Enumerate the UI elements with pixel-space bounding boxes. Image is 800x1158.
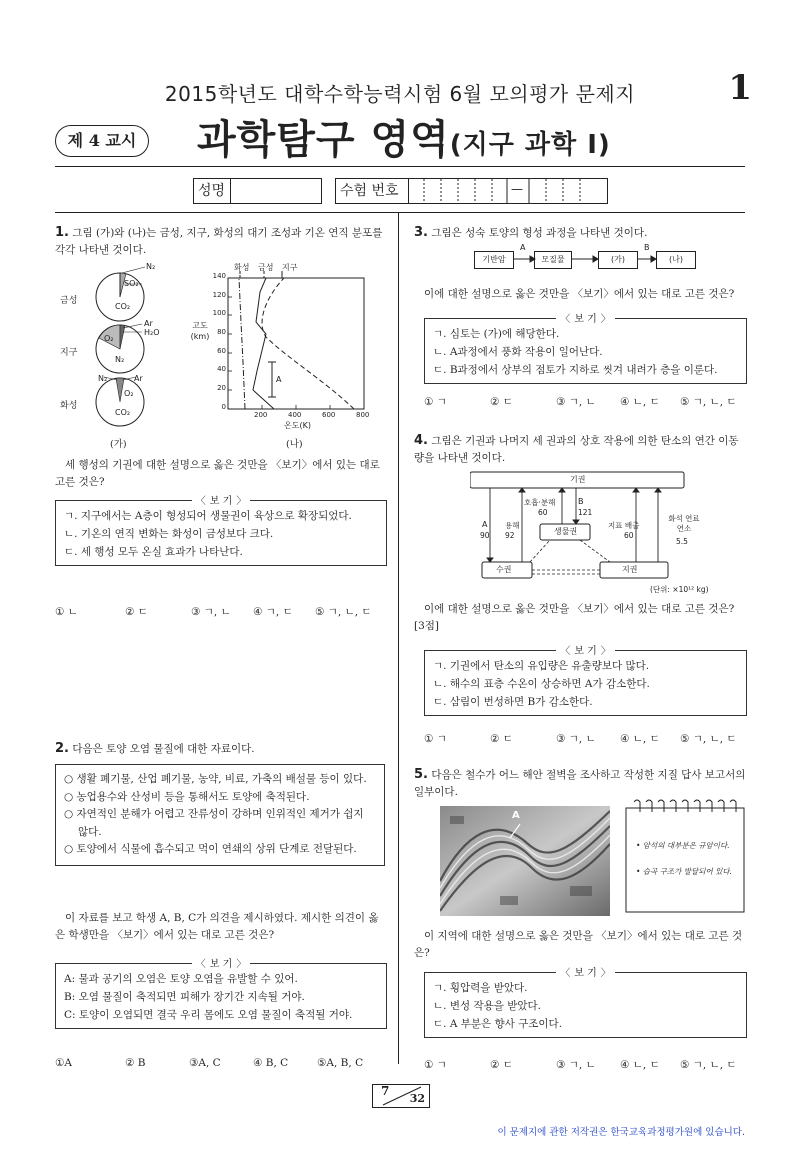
bogi-box: 〈 보 기 〉 ㄱ. 횡압력을 받았다. ㄴ. 변성 작용을 받았다. ㄷ. A 부분은 향사 구조이다.: [424, 972, 747, 1038]
name-field[interactable]: [229, 178, 322, 204]
bogi-label: 보 기: [206, 496, 237, 507]
section-rule: [55, 212, 745, 213]
legend-mars: 화성: [234, 263, 250, 272]
answer-choices: [55, 604, 395, 619]
question-prompt: 이 자료를 보고 학생 A, B, C가 의견을 제시하였다. 제시한 의견이 옳은 학생만을 〈보기〉에서 있는 대로 고른 것은?: [55, 912, 379, 941]
question-5: [414, 766, 746, 801]
header-rule: [55, 166, 745, 167]
q3-flow-arrows: [470, 244, 700, 274]
arrow-label-b: B: [644, 243, 650, 252]
note-item: • 암석의 대부분은 규암이다.: [636, 841, 730, 850]
page-indicator: [372, 1084, 430, 1108]
unit-label: (단위: ×10¹² kg): [650, 585, 709, 594]
mars-label-o2: O₂: [124, 389, 134, 398]
earth-label-o2: O₂: [104, 334, 114, 343]
bogi-item: ㄷ. B과정에서 상부의 점토가 지하로 씻겨 내려가 층을 이룬다.: [433, 364, 718, 376]
column-divider: [398, 212, 399, 1064]
y-ticks: [228, 278, 364, 409]
answer-choices: [424, 1057, 754, 1072]
y-tick: 0: [221, 403, 226, 411]
bogi-item: ㄴ. 기온의 연직 변화는 화성이 금성보다 크다.: [64, 528, 274, 540]
earth-label-ar: Ar: [144, 319, 153, 328]
y-tick: 100: [212, 309, 226, 317]
bogi-item: ㄷ. 세 행성 모두 온실 효과가 나타난다.: [64, 546, 243, 558]
value-dissolution: 92: [505, 531, 515, 540]
y-tick: 20: [217, 384, 226, 392]
current-page: 7: [381, 1084, 390, 1098]
period-badge: 제 4 교시: [55, 125, 149, 157]
venus-label-co2: CO₂: [115, 302, 131, 311]
choice-1[interactable]: ①A: [55, 1057, 73, 1069]
x-tick: 200: [254, 411, 268, 419]
choice-5[interactable]: ⑤A, B, C: [317, 1057, 364, 1069]
y-tick: 40: [217, 365, 226, 373]
data-box: [55, 764, 385, 866]
question-text: 다음은 철수가 어느 해안 절벽을 조사하고 작성한 지질 답사 보고서의 일부이다.: [414, 769, 746, 798]
exam-number-cells: [407, 179, 607, 203]
data-item: ○ 자연적인 분해가 어렵고 잔류성이 강하며 인위적인 제거가 쉽지 않다.: [64, 808, 364, 838]
total-pages: 32: [409, 1092, 425, 1105]
label-fossil-fuel: 화석 연료 연소: [668, 514, 700, 533]
value-a: 90: [480, 531, 490, 540]
x-tick: 600: [322, 411, 336, 419]
flow-na: (나): [656, 251, 696, 269]
value-fossil-fuel: 5.5: [676, 537, 688, 546]
subject-title: [197, 108, 611, 165]
marker-a: A: [276, 375, 282, 384]
bogi-label: 보 기: [570, 968, 601, 979]
bogi-box: 〈 보 기 〉 A: 물과 공기의 오염은 토양 오염을 유발할 수 있어. B: 오염 물질이 축적되면 피해가 장기간 지속될 거야. C: 토양이 오염되면 결국 우리 몸에도 오염 물질이 축적될 거야.: [55, 963, 387, 1029]
flow-ga: (가): [598, 251, 638, 269]
question-prompt: 이 지역에 대한 설명으로 옳은 것만을 〈보기〉에서 있는 대로 고른 것은?: [414, 930, 743, 959]
question-text: 그림은 기권과 나머지 세 권과의 상호 작용에 의한 탄소의 연간 이동량을 나타낸 것이다.: [414, 435, 739, 464]
choice-4[interactable]: ④ ㄴ, ㄷ: [620, 1059, 660, 1071]
choice-1[interactable]: ① ㄱ: [424, 733, 447, 745]
planet-label-earth: 지구: [60, 348, 78, 358]
choice-1[interactable]: ① ㄱ: [424, 1059, 447, 1071]
name-label-box: [193, 178, 231, 204]
node-biosphere: 생물권: [554, 527, 578, 536]
question-prompt: 이에 대한 설명으로 옳은 것만을 〈보기〉에서 있는 대로 고른 것은?: [424, 288, 735, 300]
node-atmosphere: 기권: [570, 475, 586, 484]
figure-caption-ga: (가): [110, 439, 127, 450]
notepad-icon: [620, 798, 750, 916]
exam-title: 2015학년도 대학수학능력시험 6월 모의평가 문제지: [164, 82, 636, 106]
choice-3[interactable]: ③ ㄱ, ㄴ: [191, 606, 231, 618]
bogi-item: ㄱ. 심토는 (가)에 해당한다.: [433, 328, 560, 340]
bogi-item: ㄱ. 횡압력을 받았다.: [433, 982, 528, 994]
choice-1[interactable]: ① ㄱ: [424, 396, 447, 408]
node-geosphere: 지권: [622, 565, 638, 574]
legend-venus: 금성: [258, 263, 274, 272]
exam-number-label: 수험 번호: [340, 183, 399, 199]
choice-3[interactable]: ③ ㄱ, ㄴ: [556, 1059, 596, 1071]
choice-2[interactable]: ② B: [125, 1057, 146, 1069]
venus-profile: [262, 278, 354, 409]
page-number: 1: [728, 68, 752, 108]
question-4: [414, 432, 746, 467]
flow-parent-material: 모질물: [534, 251, 572, 269]
question-text: 그림 (가)와 (나)는 금성, 지구, 화성의 대기 조성과 기온 연직 분포를 각각 나타낸 것이다.: [55, 227, 383, 256]
data-item: ○ 생활 폐기물, 산업 폐기물, 농약, 비료, 가축의 배설물 등이 있다.: [64, 773, 367, 785]
node-hydrosphere: 수권: [496, 565, 512, 574]
exam-number-label-box: [335, 178, 409, 204]
figure-caption-na: (나): [286, 439, 303, 450]
value-surface-emission: 60: [624, 531, 634, 540]
mars-label-n2: N₂: [98, 374, 108, 383]
choice-4[interactable]: ④ B, C: [253, 1057, 289, 1069]
subject-main: 과학탐구 영역: [197, 117, 450, 163]
y-tick: 80: [217, 328, 226, 336]
value-b: 121: [578, 508, 593, 517]
mars-profile: [239, 278, 245, 409]
question-number: 4.: [414, 433, 428, 448]
x-tick: 400: [288, 411, 302, 419]
x-axis-label: 온도(K): [284, 421, 311, 430]
earth-profile: [253, 278, 274, 409]
label-b: B: [578, 497, 584, 506]
data-item: ○ 토양에서 식물에 흡수되고 먹이 연쇄의 상위 단계로 전달된다.: [64, 843, 357, 855]
x-tick: 800: [356, 411, 370, 419]
bogi-label: 보 기: [570, 646, 601, 657]
mars-label-ar: Ar: [134, 374, 143, 383]
bogi-item: ㄴ. A과정에서 풍화 작용이 일어난다.: [433, 346, 603, 358]
choice-3[interactable]: ③A, C: [189, 1057, 221, 1069]
note-item: • 습곡 구조가 발달되어 있다.: [636, 867, 733, 876]
bogi-item: ㄷ. 삼림이 번성하면 B가 감소한다.: [433, 696, 593, 708]
earth-label-n2: N₂: [115, 355, 125, 364]
choice-3[interactable]: ③ ㄱ, ㄴ: [556, 733, 596, 745]
photo-marker-a: A: [512, 810, 520, 821]
answer-choices: [424, 731, 754, 746]
question-2: [55, 740, 385, 758]
bogi-label: 보 기: [570, 314, 601, 325]
choice-5[interactable]: ⑤ ㄱ, ㄴ, ㄷ: [315, 606, 372, 618]
copyright-notice: 이 문제지에 관한 저작권은 한국교육과정평가원에 있습니다.: [497, 1127, 745, 1138]
bogi-item: ㄱ. 기권에서 탄소의 유입량은 유출량보다 많다.: [433, 660, 650, 672]
question-text: 다음은 토양 오염 물질에 대한 자료이다.: [72, 743, 255, 755]
q5-cliff-photo: [440, 806, 610, 916]
venus-label-so2: SO₂: [124, 279, 139, 288]
arrow-label-a: A: [520, 243, 526, 252]
legend-earth: 지구: [282, 263, 298, 272]
question-number: 1.: [55, 225, 69, 240]
question-number: 3.: [414, 225, 428, 240]
y-tick: 140: [212, 272, 226, 280]
choice-2[interactable]: ② ㄷ: [490, 1059, 513, 1071]
choice-5[interactable]: ⑤ ㄱ, ㄴ, ㄷ: [680, 733, 737, 745]
label-a: A: [482, 520, 488, 529]
question-1: [55, 224, 385, 259]
question-prompt: 세 행성의 기권에 대한 설명으로 옳은 것만을 〈보기〉에서 있는 대로 고른 것은?: [55, 459, 380, 488]
bogi-item: C: 토양이 오염되면 결국 우리 몸에도 오염 물질이 축적될 거야.: [64, 1009, 353, 1021]
answer-choices: [424, 394, 754, 409]
choice-3[interactable]: ③ ㄱ, ㄴ: [556, 396, 596, 408]
bogi-box: 〈 보 기 〉 ㄱ. 기권에서 탄소의 유입량은 유출량보다 많다. ㄴ. 해수의 표층 수온이 상승하면 A가 감소한다. ㄷ. 삼림이 번성하면 B가 감소한다.: [424, 650, 747, 716]
question-text: 그림은 성숙 토양의 형성 과정을 나타낸 것이다.: [431, 227, 648, 239]
y-tick: 120: [212, 291, 226, 299]
question-number: 5.: [414, 767, 428, 782]
bogi-item: A: 물과 공기의 오염은 토양 오염을 유발할 수 있어.: [64, 973, 298, 985]
choice-5[interactable]: ⑤ ㄱ, ㄴ, ㄷ: [680, 1059, 737, 1071]
answer-choices: [55, 1057, 395, 1069]
exam-number-field[interactable]: [407, 178, 608, 204]
planet-label-mars: 화성: [60, 401, 78, 411]
question-prompt: 이에 대한 설명으로 옳은 것만을 〈보기〉에서 있는 대로 고른 것은? [3점]: [414, 603, 735, 632]
bogi-item: ㄴ. 변성 작용을 받았다.: [433, 1000, 541, 1012]
bogi-item: ㄷ. A 부분은 향사 구조이다.: [433, 1018, 563, 1030]
bogi-item: ㄱ. 지구에서는 A층이 형성되어 생물권이 육상으로 확장되었다.: [64, 510, 352, 522]
value-respiration: 60: [538, 508, 548, 517]
earth-label-h2o: H₂O: [144, 328, 160, 337]
choice-2[interactable]: ② ㄷ: [490, 396, 513, 408]
choice-4[interactable]: ④ ㄱ, ㄷ: [253, 606, 293, 618]
question-number: 2.: [55, 741, 69, 756]
mars-label-co2: CO₂: [115, 408, 131, 417]
venus-label-n2: N₂: [146, 262, 156, 271]
label-dissolution: 용해: [505, 521, 520, 530]
name-label: 성명: [198, 183, 226, 199]
bogi-box: 〈 보 기 〉 ㄱ. 지구에서는 A층이 형성되어 생물권이 육상으로 확장되었다. ㄴ. 기온의 연직 변화는 화성이 금성보다 크다. ㄷ. 세 행성 모두 온실 효과가 나타난다.: [55, 500, 387, 566]
choice-4[interactable]: ④ ㄴ, ㄷ: [620, 733, 660, 745]
question-3: [414, 224, 746, 242]
choice-1[interactable]: ① ㄴ: [55, 606, 78, 618]
exam-number-dash: —: [511, 182, 523, 196]
planet-label-venus: 금성: [60, 296, 78, 306]
flow-bedrock: 기반암: [474, 251, 514, 269]
choice-2[interactable]: ② ㄷ: [125, 606, 148, 618]
bogi-item: B: 오염 물질이 축적되면 피해가 장기간 지속될 거야.: [64, 991, 305, 1003]
choice-5[interactable]: ⑤ ㄱ, ㄴ, ㄷ: [680, 396, 737, 408]
bogi-box: 〈 보 기 〉 ㄱ. 심토는 (가)에 해당한다. ㄴ. A과정에서 풍화 작용이 일어난다. ㄷ. B과정에서 상부의 점토가 지하로 씻겨 내려가 층을 이룬다.: [424, 318, 747, 384]
y-axis-label: 고도 (km): [190, 321, 210, 341]
bogi-label: 보 기: [206, 959, 237, 970]
label-surface-emission: 지표 배출: [608, 521, 640, 530]
y-tick: 60: [217, 347, 226, 355]
data-item: ○ 농업용수와 산성비 등을 통해서도 토양에 축적된다.: [64, 790, 310, 803]
label-respiration: 호흡·분해: [524, 498, 556, 507]
subject-sub: (지구 과학 Ⅰ): [449, 130, 611, 160]
choice-2[interactable]: ② ㄷ: [490, 733, 513, 745]
choice-4[interactable]: ④ ㄴ, ㄷ: [620, 396, 660, 408]
bogi-item: ㄴ. 해수의 표층 수온이 상승하면 A가 감소한다.: [433, 678, 650, 690]
layer-a-bracket: [268, 362, 276, 397]
